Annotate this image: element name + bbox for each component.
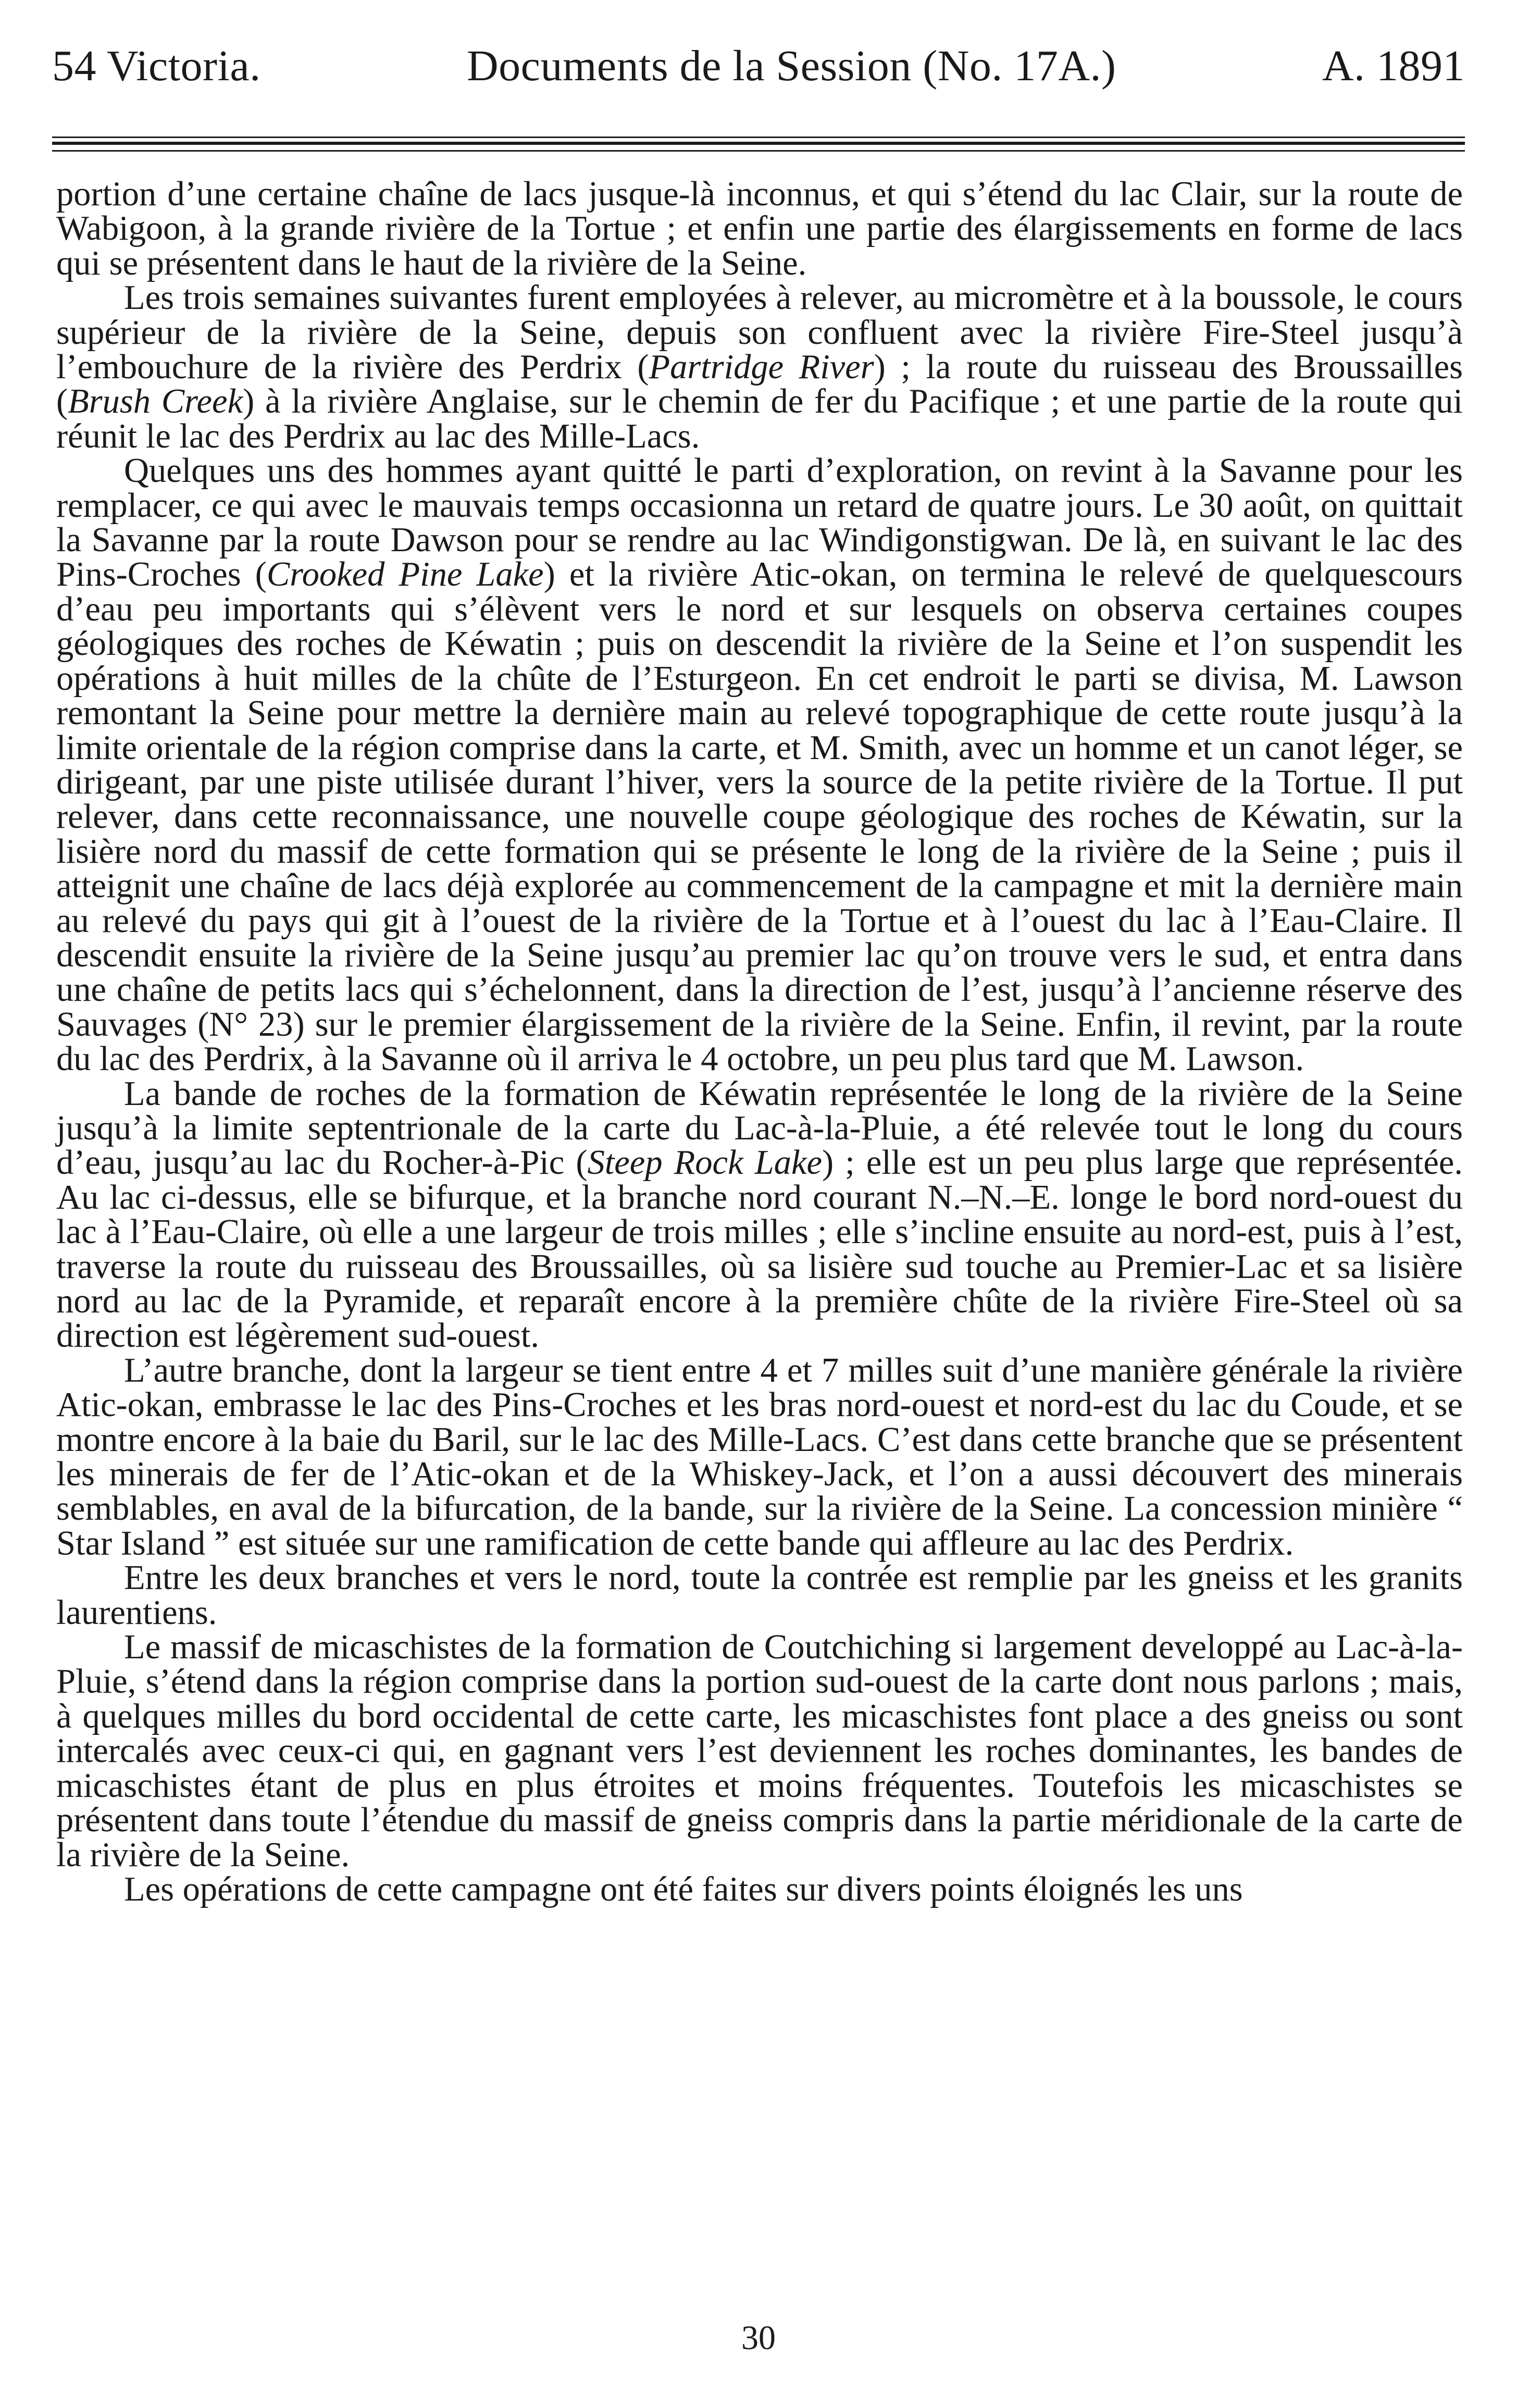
header-rule-thin bbox=[52, 136, 1465, 138]
italic-text: Partridge River bbox=[649, 348, 874, 387]
paragraph bbox=[56, 281, 1463, 454]
text-run: Le massif de micaschistes de la formation de Coutchiching si largement developpé au Lac-à-la-Pluie, s’étend dans la région comprise dans la portion sud-ouest de la carte dont nous parlons ; mais, à quelques milles du bord occidental de cette carte, les micaschistes font place a des gneiss ou sont intercalés avec ceux-ci qui, en gagnant vers l’est deviennent les roches dominantes, les bandes de micaschistes étant de plus en plus étroites et moins fréquentes. Toutefois les micaschistes se présentent dans toute l’étendue du massif de gneiss compris dans la partie méridionale de la carte de la rivière de la Seine. bbox=[56, 1628, 1463, 1874]
header-year-right: A. 1891 bbox=[1322, 42, 1465, 90]
header-rule-thin-lower bbox=[52, 150, 1465, 152]
text-run: Entre les deux branches et vers le nord, toute la contrée est remplie par les gneiss et les granits laurentiens. bbox=[56, 1559, 1463, 1632]
paragraph bbox=[56, 1630, 1463, 1872]
text-run: Les opérations de cette campagne ont été faites sur divers points éloignés les uns bbox=[124, 1870, 1243, 1908]
text-run: ) ; elle est un peu plus large que représentée. Au lac ci-dessus, elle se bifurque, et la branche nord courant N.–N.–E. longe le bord nord-ouest du lac à l’Eau-Claire, où elle a une largeur de trois milles ; elle s’incline ensuite au nord-est, puis à l’est, traverse la route du ruisseau des Broussailles, où sa lisière sud touche au Premier-Lac et sa lisière nord au lac de la Pyramide, et reparaît encore à la première chûte de la rivière Fire-Steel où sa direction est légèrement sud-ouest. bbox=[56, 1144, 1463, 1355]
page-number: 30 bbox=[741, 2319, 776, 2357]
header-rule-thick bbox=[52, 142, 1465, 145]
header-session-left: 54 Victoria. bbox=[52, 42, 261, 90]
text-run: ) à la rivière Anglaise, sur le chemin de fer du Pacifique ; et une partie de la route qui réunit le lac des Perdrix au lac des Mille-Lacs. bbox=[56, 382, 1463, 455]
text-run: Quelques uns des hommes ayant quitté le parti d’exploration, on revint à la Savanne pour les remplacer, ce qui avec le mauvais temps occasionna un retard de quatre jours. Le 30 août, on quittait la Savanne par la route Dawson pour se rendre au lac Windigonstigwan. De là, en suivant le lac des Pins-Croches ( bbox=[56, 452, 1463, 594]
body-text bbox=[56, 177, 1463, 1907]
paragraph bbox=[56, 177, 1463, 281]
paragraph bbox=[56, 1074, 1463, 1355]
italic-text: Steep Rock Lake bbox=[587, 1144, 822, 1182]
text-run: L’autre branche, dont la largeur se tient entre 4 et 7 milles suit d’une manière générale la rivière Atic-okan, embrasse le lac des Pins-Croches et les bras nord-ouest et nord-est du lac du Coude, et se montre encore à la baie du Baril, sur le lac des Mille-Lacs. C’est dans cette branche que se présentent les minerais de fer de l’Atic-okan et de la Whiskey-Jack, et l’on a aussi découvert des minerais semblables, en aval de la bifurcation, de la bande, sur la rivière de la Seine. La concession minière “ Star Island ” est située sur une ramification de cette bande qui affleure au lac des Perdrix. bbox=[56, 1351, 1463, 1562]
paragraph bbox=[56, 454, 1463, 1076]
italic-text: Crooked Pine Lake bbox=[266, 555, 544, 594]
text-run: portion d’une certaine chaîne de lacs jusque-là inconnus, et qui s’étend du lac Clair, sur la route de Wabigoon, à la grande rivière de la Tortue ; et enfin une partie des élargissements en forme de lacs qui se présentent dans le haut de la rivière de la Seine. bbox=[56, 175, 1463, 282]
italic-text: Brush Creek bbox=[68, 382, 243, 421]
running-head bbox=[52, 41, 1465, 103]
paragraph bbox=[56, 1561, 1463, 1630]
paragraph bbox=[56, 1351, 1463, 1562]
header-document-title: Documents de la Session (No. 17A.) bbox=[467, 42, 1116, 90]
text-run: ) ; la route du ruisseau des Broussailles ( bbox=[56, 348, 1463, 421]
text-run: ) et la rivière Atic-okan, on termina le relevé de quelquescours d’eau peu importants qui s’élèvent vers le nord et sur lesquels on observa certaines coupes géologiques des roches de Kéwatin ; puis on descendit la rivière de la Seine et l’on suspendit les opérations à huit milles de la chûte de l’Esturgeon. En cet endroit le parti se divisa, M. Lawson remontant la Seine pour mettre la dernière main au relevé topographique de cette route jusqu’à la limite orientale de la région comprise dans la carte, et M. Smith, avec un homme et un canot léger, se dirigeant, par une piste utilisée durant l’hiver, vers la source de la petite rivière de la Tortue. Il put relever, dans cette reconnaissance, une nouvelle coupe géologique des roches de Kéwatin, sur la lisière nord du massif de cette formation qui se présente le long de la rivière de la Seine ; puis il atteignit une chaîne de lacs déjà explorée au commencement de la campagne et mit la dernière main au relevé du pays qui git à l’ouest de la rivière de la Tortue et à l’ouest du lac à l’Eau-Claire. Il descendit ensuite la rivière de la Seine jusqu’au premier lac qu’on trouve vers le sud, et entra dans une chaîne de petits lacs qui s’échelonnent, dans la direction de l’est, jusqu’à l’ancienne réserve des Sauvages (N° 23) sur le premier élargissement de la rivière de la Seine. Enfin, il revint, par la route du lac des Perdrix, à la Savanne où il arriva le 4 octobre, un peu plus tard que M. Lawson. bbox=[56, 555, 1463, 1078]
text-run: Les trois semaines suivantes furent employées à relever, au micromètre et à la boussole, le cours supérieur de la rivière de la Seine, depuis son confluent avec la rivière Fire-Steel jusqu’à l’embouchure de la rivière des Perdrix ( bbox=[56, 279, 1463, 387]
text-run: La bande de roches de la formation de Kéwatin représentée le long de la rivière de la Seine jusqu’à la limite septentrionale de la carte du Lac-à-la-Pluie, a été relevée tout le long du cours d’eau, jusqu’au lac du Rocher-à-Pic ( bbox=[56, 1074, 1463, 1182]
paragraph bbox=[56, 1872, 1463, 1907]
